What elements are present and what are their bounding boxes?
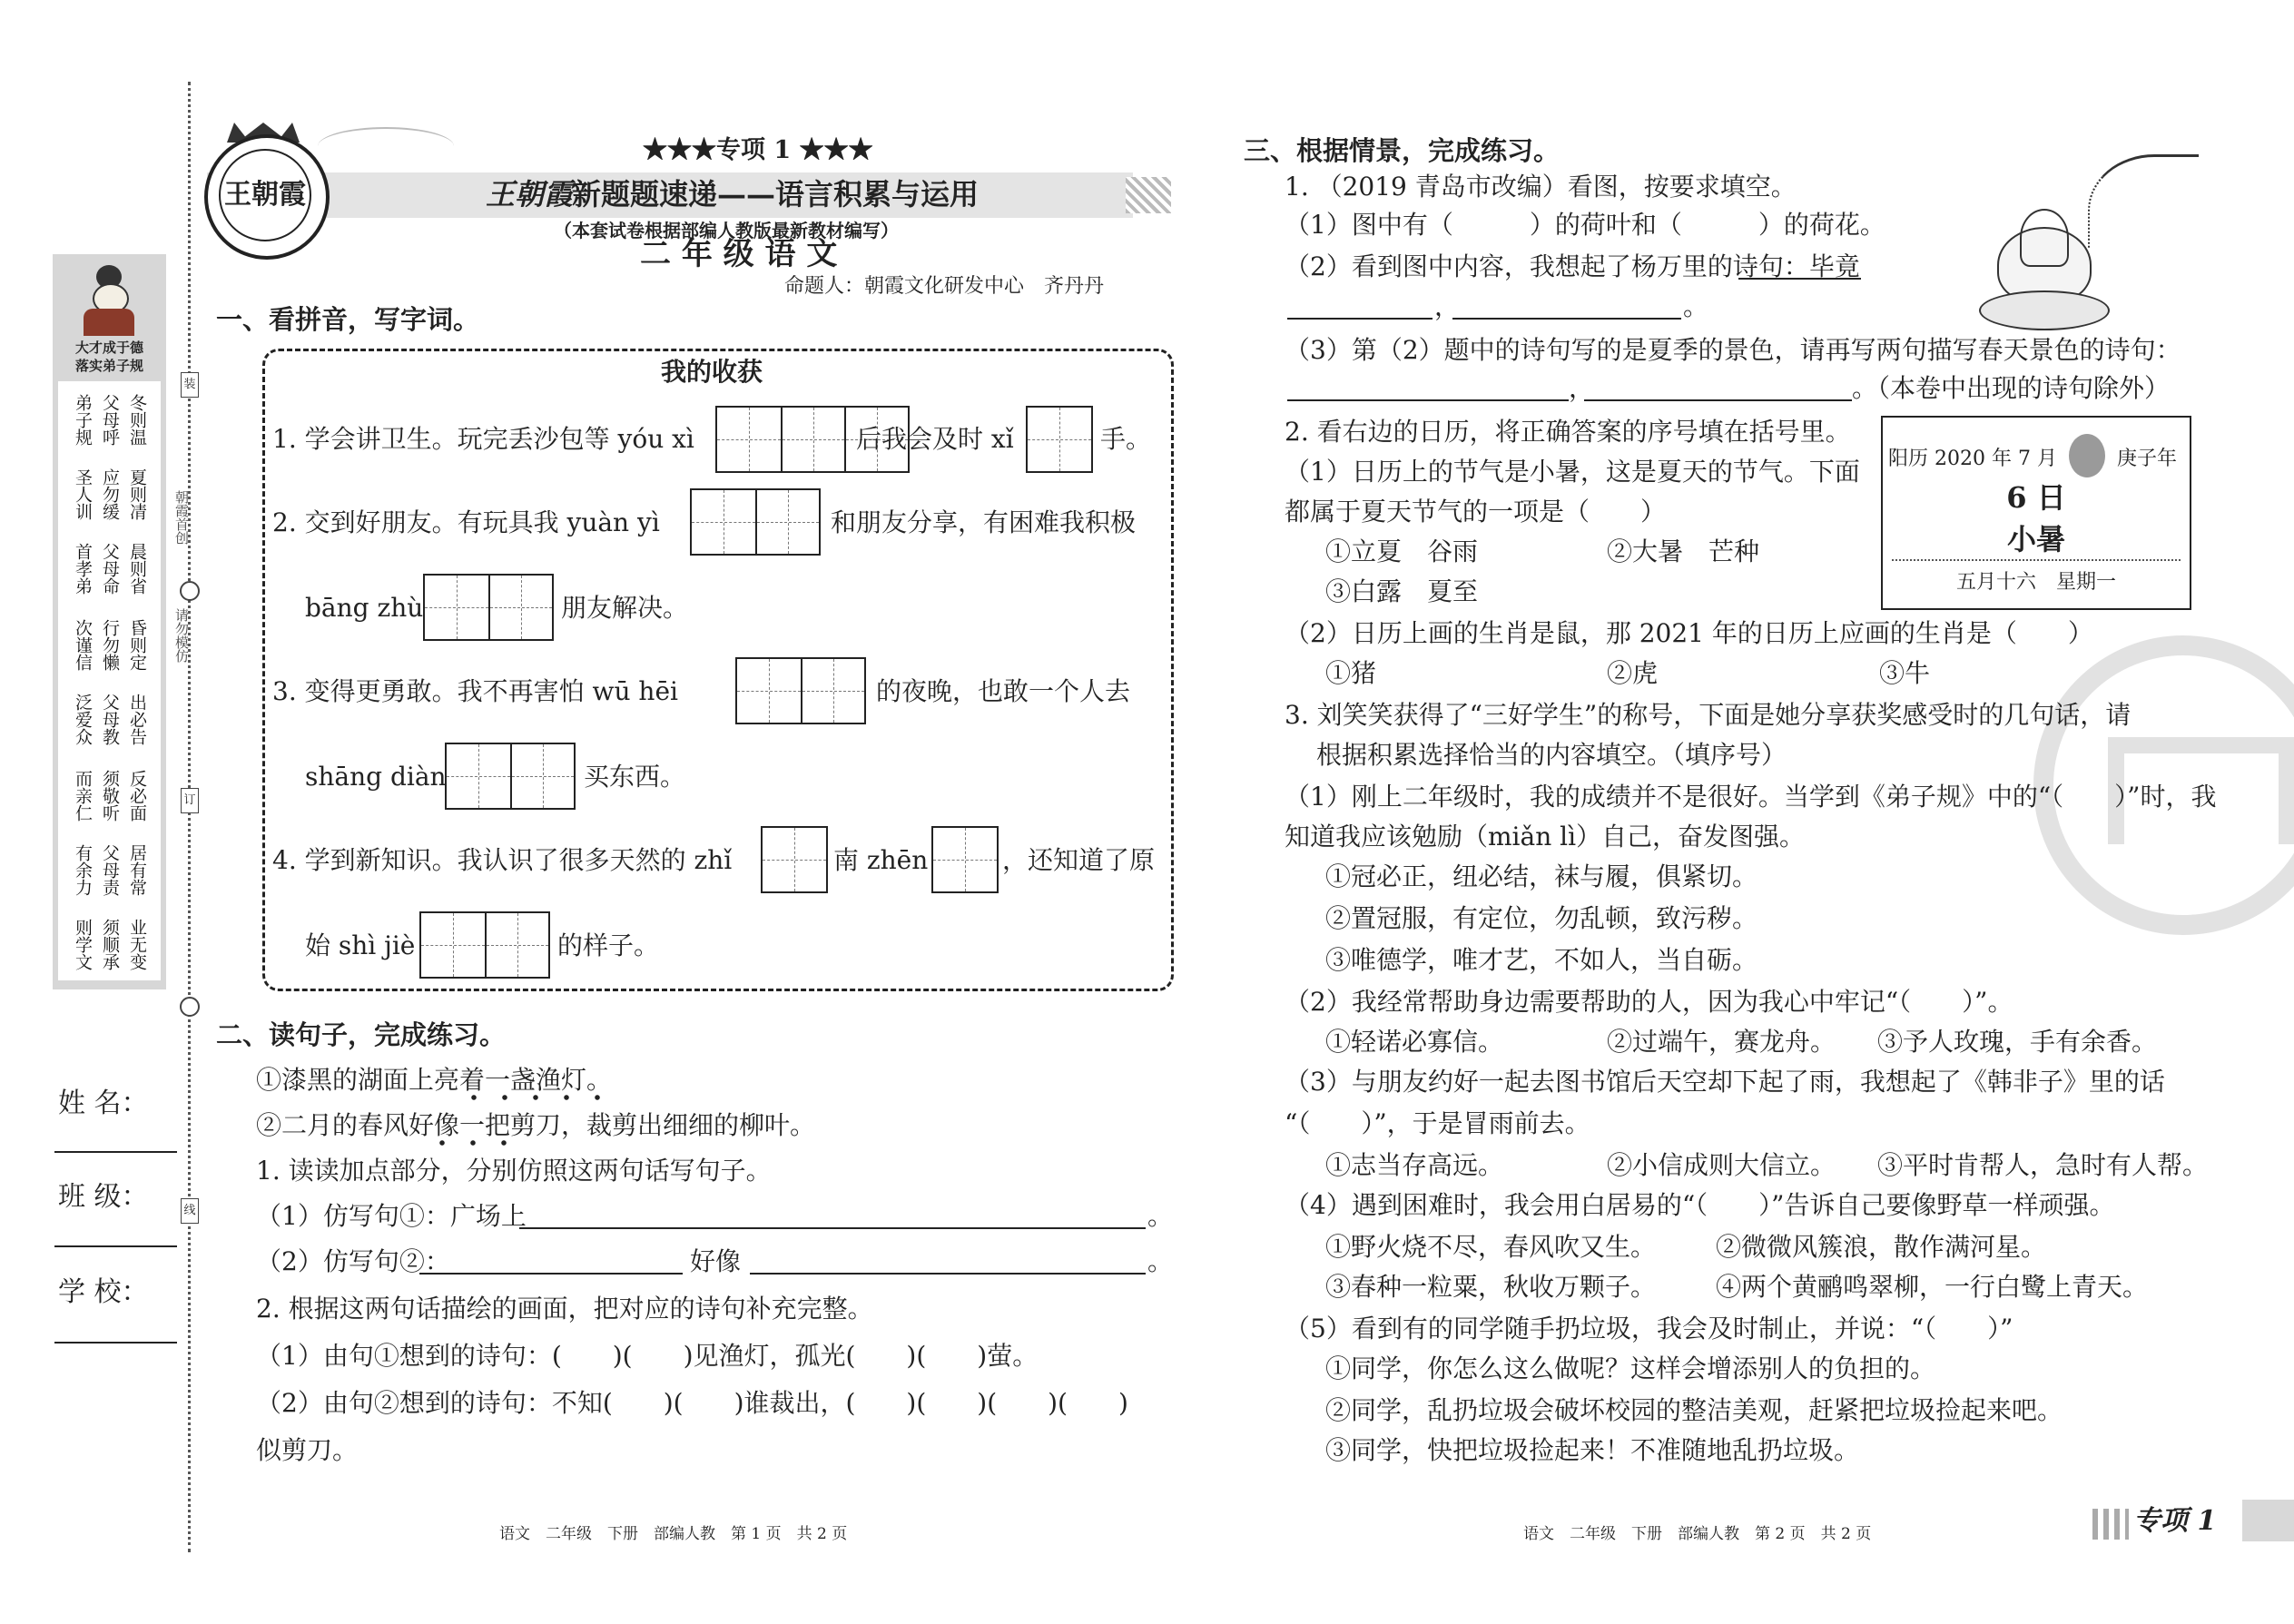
rule-col: 弟子规: [73, 394, 93, 446]
ribbon-decoration-icon: [318, 127, 454, 165]
s2-q1b: （2）仿写句②：: [256, 1246, 450, 1276]
sidebar-motto-1: 大才成于德: [74, 340, 143, 356]
s3-q1c-comma: ，: [1569, 373, 1595, 403]
brand-logo: [204, 134, 330, 260]
s3-q1c-period: 。: [1852, 373, 1878, 403]
brand-logo-text: 王朝霞: [219, 149, 311, 241]
s2-q2a: （1）由句①想到的诗句：( )( )见渔灯，孤光( )( )萤。: [256, 1341, 1039, 1371]
sidebar-motto-2: 落实弟子规: [74, 358, 143, 374]
calendar-year-name: 庚子年: [2117, 448, 2178, 470]
s1-line2-a: 2. 交到好朋友。有玩具我 yuàn yì: [272, 507, 660, 537]
rule-col: 须敬听: [100, 770, 120, 822]
s3-q1c: （3）第（2）题中的诗句写的是夏季的景色，请再写两句描写春天景色的诗句：: [1285, 335, 2181, 365]
answer-grid-wuhei[interactable]: [735, 657, 866, 724]
s1-line4-a: 3. 变得更勇敢。我不再害怕 wū hēi: [272, 676, 678, 706]
rule-col: 则学文: [73, 919, 93, 970]
answer-grid-zhen[interactable]: [931, 826, 999, 893]
author-line: 命题人：朝霞文化研发中心 齐丹丹: [784, 275, 1105, 298]
calendar-footer: 五月十六 星期一: [1955, 571, 2116, 594]
calendar-decor-line: [1892, 559, 2181, 561]
rule-col: 圣人训: [73, 468, 93, 520]
spring-poem-line-2[interactable]: [1584, 399, 1852, 401]
sidebar-motto-panel: [53, 254, 166, 989]
rule-col: 居有常: [127, 844, 147, 896]
s3-q1c-note: （本卷中出现的诗句除外）: [1877, 373, 2171, 403]
sentence-2: ②二月的春风好像一把剪刀，裁剪出细细的柳叶。: [256, 1110, 816, 1140]
s3-p3-opt3: ③平时肯帮人，急时有人帮。: [1877, 1150, 2209, 1180]
s3-q1b-comma: ，: [1434, 291, 1461, 321]
q1a-answer-line[interactable]: [519, 1227, 1146, 1229]
emphasis-dots-2: [427, 1140, 517, 1146]
s3-p1-line2: 知道我应该勉励（miǎn lì）自己，奋发图强。: [1285, 822, 1806, 851]
s2-q2b: （2）由句②想到的诗句：不知( )( )谁裁出，( )( )( )( ): [256, 1388, 1128, 1418]
footer-tag-bar: [2242, 1500, 2294, 1541]
s2-q2c: 似剪刀。: [256, 1435, 359, 1465]
lotus-illustration-icon: [1979, 154, 2197, 327]
spring-poem-line-1[interactable]: [1287, 399, 1569, 401]
s3-p1-opt2: ②置冠服，有定位，勿乱顿，致污秽。: [1325, 903, 1758, 933]
section3-heading: 三、根据情景，完成练习。: [1244, 135, 1561, 166]
rat-zodiac-icon: [2069, 434, 2105, 477]
binding-mark-3: 线: [181, 1198, 199, 1224]
answer-grid-yuanyi[interactable]: [690, 488, 821, 556]
s1-line3-a: bāng zhù: [305, 593, 424, 623]
q1b-answer-line-1[interactable]: [419, 1273, 683, 1275]
section1-heading: 一、看拼音，写字词。: [216, 304, 480, 335]
footer-tag: 专项 1: [2133, 1505, 2217, 1537]
s3-p3-line1: （3）与朋友约好一起去图书馆后天空却下起了雨，我想起了《韩非子》里的话: [1285, 1067, 2165, 1097]
s1-line2-b: 和朋友分享，有困难我积极: [831, 507, 1137, 537]
rule-col: 有余力: [73, 844, 93, 896]
s3-q2b-opt3: ③牛: [1879, 658, 1931, 688]
s3-q2b-opt2: ②虎: [1607, 658, 1659, 688]
rule-col: 昏则定: [127, 619, 147, 671]
binding-ring-1: [180, 581, 200, 601]
s1-line7-a: 始 shì jiè: [305, 930, 416, 960]
answer-grid-bangzhu[interactable]: [423, 574, 554, 641]
calendar-card: [1881, 416, 2191, 610]
answer-grid-xi[interactable]: [1026, 406, 1093, 473]
s3-p5-opt2: ②同学，乱扔垃圾会破坏校园的整洁美观，赶紧把垃圾捡起来吧。: [1325, 1395, 2063, 1425]
s3-q1c-tail: [1852, 372, 2170, 405]
s2-q2: 2. 根据这两句话描绘的画面，把对应的诗句补充完整。: [256, 1294, 873, 1324]
rule-col: 出必告: [127, 694, 147, 745]
s3-q1b-period: 。: [1683, 291, 1709, 321]
s2-q1: 1. 读读加点部分，分别仿照这两句话写句子。: [256, 1156, 772, 1186]
s1-line1-c: 手。: [1100, 424, 1152, 454]
s3-p3-opt1: ①志当存高远。: [1325, 1150, 1504, 1180]
s3-p2-opt3: ③予人玫瑰，手有余香。: [1877, 1027, 2158, 1057]
rule-col: 而亲仁: [73, 770, 93, 822]
s3-p5-opt1: ①同学，你怎么这么做呢？这样会增添别人的负担的。: [1325, 1353, 1936, 1383]
poem-answer-line-2[interactable]: [1452, 318, 1681, 320]
rule-col: 父母教: [100, 694, 120, 745]
s3-p2-opt1: ①轻诺必寡信。: [1325, 1027, 1504, 1057]
class-field[interactable]: [54, 1245, 177, 1247]
s3-q1b: （2）看到图中内容，我想起了杨万里的诗句：毕竟: [1285, 251, 1860, 281]
binding-line: [188, 82, 191, 1552]
side-note-no-copy: 请勿模仿: [173, 608, 190, 663]
s3-p1-line1: （1）刚上二年级时，我的成绩并不是很好。当学到《弟子规》中的“（ ）”时，我: [1285, 782, 2217, 812]
s3-p1-opt1: ①冠必正，纽必结，袜与履，俱紧切。: [1325, 861, 1758, 891]
s3-p2-opt2: ②过端午，赛龙舟。: [1607, 1027, 1836, 1057]
header-brand-script: 王朝霞: [486, 177, 574, 212]
side-note-original: 朝霞首创: [173, 490, 190, 545]
answer-grid-zhi[interactable]: [761, 826, 828, 893]
q1b-answer-line-2[interactable]: [750, 1273, 1146, 1275]
s1-line3-b: 朋友解决。: [561, 593, 689, 623]
name-field[interactable]: [54, 1151, 177, 1153]
calendar-day: 6 日: [2006, 480, 2066, 515]
s1-line1-b: 后我会及时 xǐ: [856, 424, 1014, 454]
rule-col: 反必面: [127, 770, 147, 822]
calendar-solar-term: 小暑: [2006, 522, 2065, 556]
s1-line7-b: 的样子。: [557, 930, 660, 960]
s3-p5: （5）看到有的同学随手扔垃圾，我会及时制止，并说：“（ ）”: [1285, 1314, 2013, 1343]
rule-col: 晨则省: [127, 543, 147, 595]
s3-p1-opt3: ③唯德学，唯才艺，不如人，当自砺。: [1325, 945, 1758, 975]
header-title: 新题题速递——语言积累与运用: [572, 177, 980, 212]
s2-q1b-mid: 好像: [690, 1246, 742, 1276]
s3-p4-opt3: ③春种一粒粟，秋收万颗子。: [1325, 1272, 1657, 1302]
s2-q1b-end: 。: [1147, 1246, 1174, 1276]
s2-q1a: （1）仿写句①：广场上: [256, 1201, 527, 1231]
sentence-1: ①漆黑的湖面上亮着一盏渔灯。: [256, 1065, 613, 1095]
poem-answer-line-1[interactable]: [1287, 318, 1433, 320]
rule-col: 首孝弟: [73, 543, 93, 595]
s1-line4-b: 的夜晚，也敢一个人去: [876, 676, 1131, 706]
poem-answer-line-0[interactable]: [1738, 278, 1861, 280]
s1-line1-a: 1. 学会讲卫生。玩完丢沙包等 yóu xì: [272, 424, 694, 454]
s3-p2: （2）我经常帮助身边需要帮助的人，因为我心中牢记“（ ）”。: [1285, 987, 2013, 1017]
s2-q1a-end: 。: [1147, 1201, 1174, 1231]
school-label: 学 校：: [58, 1276, 149, 1308]
s3-q2b: （2）日历上画的生肖是鼠，那 2021 年的日历上应画的生肖是（ ）: [1285, 618, 2093, 648]
s3-q2a-opt1: ①立夏 谷雨: [1325, 536, 1479, 566]
rule-col: 父母呼: [100, 394, 120, 446]
s3-p3-opt2: ②小信成则大信立。: [1607, 1150, 1836, 1180]
binding-mark-2: 订: [181, 788, 199, 813]
s3-p4-opt1: ①野火烧不尽，春风吹又生。: [1325, 1232, 1657, 1262]
class-label: 班 级：: [58, 1181, 149, 1213]
rule-col: 须顺承: [100, 919, 120, 970]
rule-col: 业无变: [127, 919, 147, 970]
s1-line5-b: 买东西。: [584, 762, 686, 792]
s3-q2a2: 都属于夏天节气的一项是（ ）: [1285, 497, 1667, 527]
s3-p5-opt3: ③同学，快把垃圾捡起来！不准随地乱扔垃圾。: [1325, 1435, 1860, 1465]
s3-q3-line2: 根据积累选择恰当的内容填空。（填序号）: [1316, 740, 1787, 770]
rule-col: 父母命: [100, 543, 120, 595]
footer-left: 语文 二年级 下册 部编人教 第 1 页 共 2 页: [499, 1525, 848, 1543]
rule-col: 冬则温: [127, 394, 147, 446]
s1-line6-b: 南 zhēn: [833, 845, 929, 875]
sidebar-rules-box: [58, 381, 161, 980]
rule-col: 泛爱众: [73, 694, 93, 745]
binding-mark-1: 装: [181, 372, 199, 398]
header-checker-pattern: [1126, 177, 1171, 213]
s3-q2: 2. 看右边的日历，将正确答案的序号填在括号里。: [1285, 417, 1851, 447]
s1-line5-a: shāng diàn: [305, 762, 447, 792]
answer-grid-shijie[interactable]: [419, 911, 550, 979]
emphasis-dots-1: [458, 1095, 613, 1100]
s3-q3-line1: 3. 刘笑笑获得了“三好学生”的称号，下面是她分享获奖感受时的几句话，请: [1285, 700, 2132, 730]
series-label: ★★★专项 1 ★★★: [643, 136, 873, 164]
section2-heading: 二、读句子，完成练习。: [216, 1019, 507, 1050]
s3-q1: 1. （2019 青岛市改编）看图，按要求填空。: [1285, 172, 1797, 202]
school-field[interactable]: [54, 1342, 177, 1343]
s3-q2a1: （1）日历上的节气是小暑，这是夏天的节气。下面: [1285, 457, 1860, 487]
rule-col: 行勿懒: [100, 619, 120, 671]
rule-col: 次谨信: [73, 619, 93, 671]
footer-tag-decor: [2092, 1509, 2129, 1540]
rule-col: 应勿缓: [100, 468, 120, 520]
s3-q2b-opt1: ①猪: [1325, 658, 1377, 688]
harvest-box-title: 我的收获: [661, 357, 763, 387]
name-label: 姓 名：: [58, 1088, 149, 1119]
scholar-figure-icon: [80, 265, 138, 338]
s3-p4-opt4: ④两个黄鹂鸣翠柳，一行白鹭上青天。: [1716, 1272, 2149, 1302]
s3-p3-line2: “（ ）”，于是冒雨前去。: [1285, 1108, 1590, 1138]
s1-line6-c: ，还知道了原: [1002, 845, 1156, 875]
s1-line6-a: 4. 学到新知识。我认识了很多天然的 zhǐ: [272, 845, 733, 875]
s3-q2a-opt3: ③白露 夏至: [1325, 576, 1479, 606]
answer-grid-shangdian[interactable]: [445, 743, 576, 810]
binding-ring-2: [180, 997, 200, 1017]
s3-q2a-opt2: ②大暑 芒种: [1607, 536, 1760, 566]
calendar-date-header: 阳历 2020 年 7 月: [1888, 448, 2057, 470]
subject-title: 二 年 级 语 文: [640, 236, 838, 272]
s3-p4-opt2: ②微微风簇浪，散作满河星。: [1716, 1232, 2047, 1262]
footer-right: 语文 二年级 下册 部编人教 第 2 页 共 2 页: [1523, 1525, 1872, 1543]
rule-col: 父母责: [100, 844, 120, 896]
rule-col: 夏则凊: [127, 468, 147, 520]
s3-q1a: （1）图中有（ ）的荷叶和（ ）的荷花。: [1285, 210, 1885, 240]
s3-p4: （4）遇到困难时，我会用白居易的“（ ）”告诉自己要像野草一样顽强。: [1285, 1190, 2115, 1220]
header-note: （本套试卷根据部编人教版最新教材编写）: [554, 220, 899, 241]
